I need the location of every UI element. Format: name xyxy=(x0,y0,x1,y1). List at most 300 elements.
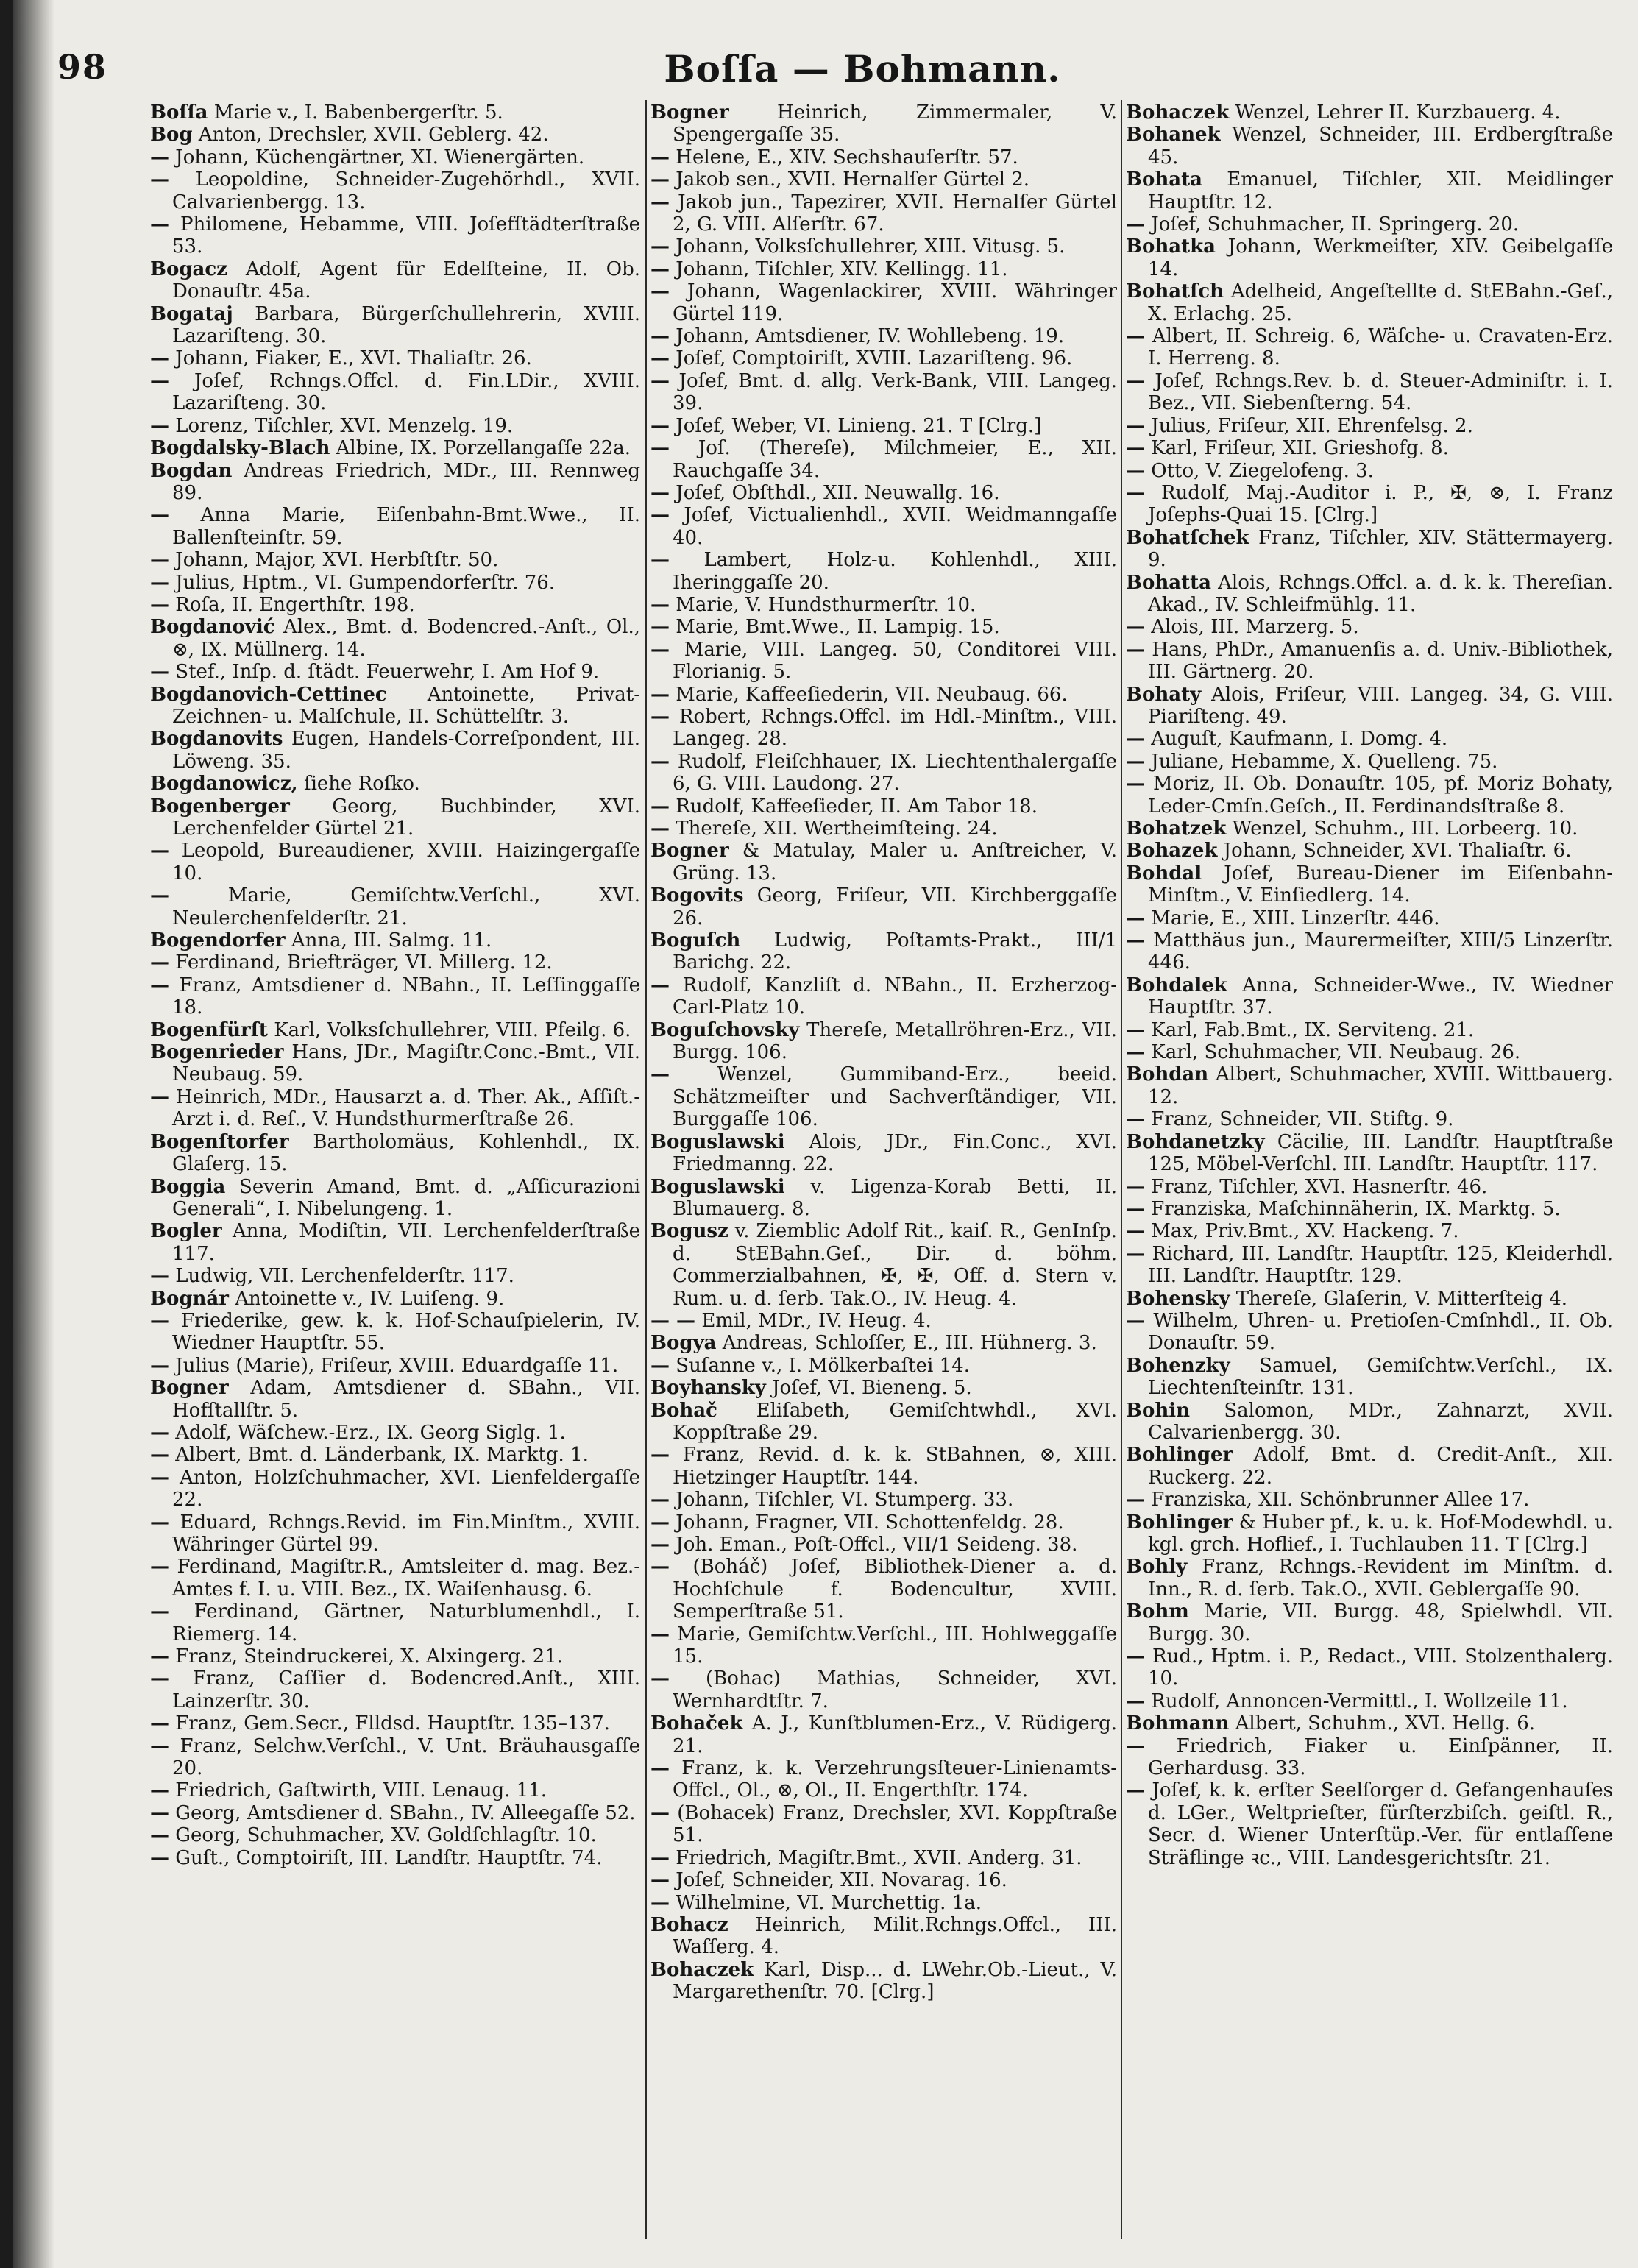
entry-details: Jakob jun., Tapezirer, XVII. Hernalſer Gürtel 2, G. VIII. Alſerſtr. 67. xyxy=(673,191,1117,236)
entry-surname: — xyxy=(1126,481,1145,504)
entry-details: Johann, Küchengärtner, XI. Wienergärten. xyxy=(175,146,585,169)
entry-surname: — xyxy=(650,1891,670,1914)
directory-entry xyxy=(650,1019,1117,1064)
entry-surname: Bog xyxy=(150,124,193,146)
entry-details: Wenzel, Schuhm., III. Lorbeerg. 10. xyxy=(1232,818,1578,840)
entry-surname: — xyxy=(150,146,169,169)
entry-details: Max, Priv.Bmt., XV. Hackeng. 7. xyxy=(1151,1220,1459,1243)
directory-entry xyxy=(150,1041,640,1086)
directory-entry xyxy=(650,929,1117,974)
directory-entry xyxy=(150,1355,640,1377)
entry-surname: Bohač xyxy=(650,1399,717,1422)
entry-surname: Bohatſchek xyxy=(1126,526,1249,549)
entry-details: A. J., Kunſtblumen-Erz., V. Rüdigerg. 21. xyxy=(673,1712,1117,1757)
entry-details: Ferdinand, Gärtner, Naturblumenhdl., I. Riemerg. 14. xyxy=(172,1601,640,1645)
entry-details: Guſt., Comptoiriſt, III. Landſtr. Hauptſtr. 74. xyxy=(175,1846,603,1869)
directory-entry xyxy=(150,1265,640,1287)
entry-details: Ludwig, Poſtamts-Prakt., III/1 Barichg. 22. xyxy=(673,929,1117,974)
directory-entry xyxy=(150,1556,640,1601)
directory-entry xyxy=(150,1086,640,1131)
entry-surname: — xyxy=(150,369,169,392)
directory-entry xyxy=(150,1735,640,1780)
entry-surname: — xyxy=(150,974,169,996)
entry-surname: — xyxy=(1126,907,1145,929)
directory-entry xyxy=(150,1019,640,1041)
page-number: 98 xyxy=(57,47,108,87)
directory-entry xyxy=(650,146,1117,169)
entry-surname: Bohin xyxy=(1126,1399,1191,1422)
entry-details: Anton, Drechsler, XVII. Geblerg. 42. xyxy=(198,124,549,146)
entry-surname: Bogenberger xyxy=(150,795,290,818)
entry-details: Marie, Gemiſchtw.Verſchl., XVI. Neulerchenfelderſtr. 21. xyxy=(172,885,640,929)
directory-entry xyxy=(1126,1019,1613,1041)
directory-entry xyxy=(650,974,1117,1019)
entry-surname: — xyxy=(150,1444,169,1467)
directory-entry xyxy=(1126,482,1613,527)
directory-entry xyxy=(1126,974,1613,1019)
entry-details: Alois, Rchngs.Offcl. a. d. k. k. Thereſian. Akad., IV. Schleifmühlg. 11. xyxy=(1148,571,1613,616)
directory-entry xyxy=(650,1847,1117,1869)
directory-entry xyxy=(650,235,1117,258)
directory-entry xyxy=(150,616,640,661)
entry-surname: — xyxy=(650,1668,670,1690)
directory-entry xyxy=(150,1422,640,1444)
entry-details: Marie, Bmt.Wwe., II. Lampig. 15. xyxy=(676,616,1000,639)
entry-details: Thereſe, Glaſerin, V. Mitterſteig 4. xyxy=(1235,1287,1568,1310)
entry-surname: — xyxy=(150,504,169,527)
entry-surname: — xyxy=(1126,1197,1145,1220)
entry-surname: — xyxy=(1126,414,1145,437)
directory-entry xyxy=(150,594,640,616)
directory-entry xyxy=(1126,862,1613,907)
directory-entry xyxy=(1126,1489,1613,1511)
entry-surname: Boggia xyxy=(150,1175,226,1198)
entry-surname: Bohatzek xyxy=(1126,818,1227,840)
entry-details: Barbara, Bürgerſchullehrerin, XVIII. Lazariſteng. 30. xyxy=(172,302,640,348)
entry-surname: Bohatta xyxy=(1126,571,1211,594)
entry-details: Rudolf, Kaffeeſieder, II. Am Tabor 18. xyxy=(676,795,1038,818)
entry-surname: — xyxy=(650,1846,670,1869)
directory-entry xyxy=(650,1959,1117,2004)
entry-surname: — xyxy=(1126,728,1145,751)
entry-details: Leopoldine, Schneider-Zugehörhdl., XVII. Calvarienbergg. 13. xyxy=(172,169,640,213)
directory-entry xyxy=(150,840,640,885)
entry-surname: — xyxy=(1126,369,1145,392)
directory-entry xyxy=(150,169,640,213)
directory-entry xyxy=(1126,325,1613,370)
directory-entry xyxy=(1126,1310,1613,1355)
entry-surname: — xyxy=(1126,1018,1145,1041)
running-head: Boſſa — Bohmann. xyxy=(664,47,1061,91)
directory-entry xyxy=(1126,639,1613,684)
entry-details: Marie, E., XIII. Linzerſtr. 446. xyxy=(1151,907,1440,929)
entry-surname: — xyxy=(150,593,169,616)
directory-entry xyxy=(650,504,1117,549)
entry-surname: — xyxy=(650,1556,670,1578)
entry-surname: Bogataj xyxy=(150,302,233,325)
entry-surname: Bohm xyxy=(1126,1601,1189,1623)
entry-surname: — xyxy=(1126,1734,1145,1757)
entry-details: Moriz, II. Ob. Donauſtr. 105, pf. Moriz Bohaty, Leder-Cmſn.Geſch., II. Ferdinandsſtraße 8. xyxy=(1148,773,1613,818)
directory-entry xyxy=(150,1512,640,1556)
directory-entry xyxy=(650,1220,1117,1310)
directory-entry xyxy=(150,370,640,415)
entry-surname: — xyxy=(1126,1242,1145,1265)
entry-details: Karl, Volksſchullehrer, VIII. Pfeilg. 6. xyxy=(274,1018,631,1041)
directory-entry xyxy=(1126,728,1613,750)
directory-entry xyxy=(150,1668,640,1712)
entry-details: Julius (Marie), Friſeur, XVIII. Eduardgaſſe 11. xyxy=(175,1354,619,1377)
entry-details: Otto, V. Ziegelofeng. 3. xyxy=(1151,459,1374,482)
entry-surname: Bohmann xyxy=(1126,1712,1230,1735)
entry-details: Andreas, Schloſſer, E., III. Hühnerg. 3. xyxy=(722,1332,1097,1355)
directory-entry xyxy=(1126,616,1613,638)
directory-entry xyxy=(150,437,640,459)
entry-details: Richard, III. Landſtr. Hauptſtr. 125, Kleiderhdl. III. Landſtr. Hauptſtr. 129. xyxy=(1148,1242,1613,1288)
directory-entry xyxy=(1126,1041,1613,1063)
directory-entry xyxy=(150,347,640,369)
directory-entry xyxy=(1126,370,1613,415)
entry-details: Karl, Friſeur, XII. Grieshofg. 8. xyxy=(1151,437,1449,460)
entry-surname: — xyxy=(650,1444,670,1467)
directory-entry xyxy=(650,1712,1117,1757)
entry-surname: — xyxy=(650,481,670,504)
directory-entry xyxy=(150,124,640,146)
entry-details: Joſef, Obſthdl., XII. Neuwallg. 16. xyxy=(676,481,1000,504)
entry-details: Joſef, Schneider, XII. Novarag. 16. xyxy=(676,1869,1007,1892)
entry-details: Hans, JDr., Magiſtr.Conc.-Bmt., VII. Neubaug. 59. xyxy=(172,1041,640,1086)
column-left xyxy=(150,102,640,2242)
directory-entry xyxy=(1126,1779,1613,1869)
entry-surname: — xyxy=(150,1309,169,1332)
directory-entry xyxy=(150,1645,640,1668)
entry-surname: — xyxy=(1126,1175,1145,1198)
entry-surname: — xyxy=(1126,773,1145,795)
entry-details: Friedrich, Fiaker u. Einſpänner, II. Gerhardusg. 33. xyxy=(1148,1734,1613,1780)
entry-details: Joſef, Bmt. d. allg. Verk-Bank, VIII. Langeg. 39. xyxy=(673,369,1117,415)
entry-surname: — xyxy=(650,1063,670,1086)
directory-entry xyxy=(650,1802,1117,1847)
entry-surname: — xyxy=(650,818,670,840)
directory-entry xyxy=(1126,1556,1613,1601)
entry-surname: — xyxy=(150,1846,169,1869)
directory-entry xyxy=(1126,1220,1613,1242)
entry-surname: Boſſa xyxy=(150,102,208,124)
entry-surname: — xyxy=(150,571,169,594)
directory-entry xyxy=(1126,437,1613,459)
entry-surname: — xyxy=(650,146,670,169)
entry-details: Johann, Amtsdiener, IV. Wohllebeng. 19. xyxy=(676,325,1065,348)
entry-details: Marie, VIII. Langeg. 50, Conditorei VIII. Florianig. 5. xyxy=(673,638,1117,684)
entry-details: Antoinette, Privat-Zeichnen- u. Malſchule, II. Schüttelſtr. 3. xyxy=(172,683,640,728)
entry-surname: — xyxy=(650,795,670,818)
entry-details: Hans, PhDr., Amanuenſis a. d. Univ.-Bibliothek, III. Gärtnerg. 20. xyxy=(1148,638,1613,684)
directory-entry xyxy=(150,1824,640,1846)
entry-details: Anna, Modiſtin, VII. Lerchenfelderſtraße 117. xyxy=(172,1220,640,1265)
directory-entry xyxy=(650,840,1117,885)
directory-entry xyxy=(650,1400,1117,1445)
directory-entry xyxy=(650,325,1117,347)
directory-entry xyxy=(150,1310,640,1355)
directory-entry xyxy=(1126,280,1613,325)
entry-details: Joſef, Victualienhdl., XVII. Weidmanngaſſe 40. xyxy=(673,504,1117,549)
directory-entry xyxy=(650,1444,1117,1489)
entry-details: Johann, Werkmeiſter, XIV. Geibelgaſſe 14. xyxy=(1148,235,1613,280)
entry-details: Severin Amand, Bmt. d. „Aſſicurazioni Generali“, I. Nibelungeng. 1. xyxy=(172,1175,640,1220)
entry-details: Albert, II. Schreig. 6, Wäſche- u. Cravaten-Erz. I. Herreng. 8. xyxy=(1148,325,1613,370)
entry-details: Karl, Fab.Bmt., IX. Serviteng. 21. xyxy=(1151,1018,1475,1041)
entry-surname: — xyxy=(650,1623,670,1645)
directory-entry xyxy=(1126,751,1613,773)
entry-details: Auguſt, Kaufmann, I. Domg. 4. xyxy=(1151,728,1448,751)
entry-surname: Bogya xyxy=(650,1332,717,1355)
entry-details: Helene, E., XIV. Sechshauſerſtr. 57. xyxy=(676,146,1018,169)
entry-details: Marie, Kaffeeſiederin, VII. Neubaug. 66. xyxy=(676,683,1068,706)
entry-surname: — xyxy=(150,1085,169,1108)
directory-entry xyxy=(650,1914,1117,1959)
entry-details: Eliſabeth, Gemiſchtwhdl., XVI. Koppſtraße 29. xyxy=(673,1399,1117,1444)
entry-details: Joſef, Weber, VI. Linieng. 21. T [Clrg.] xyxy=(676,414,1042,437)
entry-details: Albert, Schuhm., XVI. Hellg. 6. xyxy=(1235,1712,1535,1735)
directory-entry xyxy=(1126,840,1613,862)
entry-surname: — xyxy=(1126,213,1145,236)
directory-entry xyxy=(650,1534,1117,1556)
directory-entry xyxy=(1126,1288,1613,1310)
entry-surname: — xyxy=(1126,638,1145,661)
directory-entry xyxy=(650,818,1117,840)
entry-surname: Bogenſtorfer xyxy=(150,1130,289,1153)
directory-entry xyxy=(1126,235,1613,280)
entry-details: Karl, Schuhmacher, VII. Neubaug. 26. xyxy=(1151,1041,1521,1064)
entry-surname: Bogdanović xyxy=(150,616,275,639)
directory-entry xyxy=(150,1779,640,1801)
entry-details: Heinrich, MDr., Hausarzt a. d. Ther. Ak., Aſſiſt.-Arzt i. d. Reſ., V. Hundsthurmerſtraße 26. xyxy=(172,1085,640,1131)
entry-details: Wenzel, Lehrer II. Kurzbauerg. 4. xyxy=(1235,102,1561,124)
entry-details: Wilhelmine, VI. Murchettig. 1a. xyxy=(676,1891,982,1914)
entry-surname: Bogner xyxy=(650,840,729,862)
entry-surname: — xyxy=(1126,750,1145,773)
directory-entry xyxy=(650,1556,1117,1623)
entry-surname: Bohdan xyxy=(1126,1063,1209,1086)
entry-details: Roſa, II. Engerthſtr. 198. xyxy=(175,593,415,616)
directory-entry xyxy=(1126,1355,1613,1400)
entry-details: Franz, Amtsdiener d. NBahn., II. Leſſinggaſſe 18. xyxy=(172,974,640,1019)
entry-details: Antoinette v., IV. Luiſeng. 9. xyxy=(235,1287,505,1310)
directory-entry xyxy=(650,706,1117,751)
directory-entry xyxy=(650,1892,1117,1914)
page-header xyxy=(131,43,1594,94)
directory-entry xyxy=(650,1355,1117,1377)
entry-details: Wilhelm, Uhren- u. Pretioſen-Cmſnhdl., II. Ob. Donauſtr. 59. xyxy=(1148,1309,1613,1355)
entry-details: Friedrich, Gaſtwirth, VIII. Lenaug. 11. xyxy=(175,1779,547,1802)
directory-entry xyxy=(650,594,1117,616)
directory-entry xyxy=(150,929,640,952)
entry-details: Marie, Gemiſchtw.Verſchl., III. Hohlweggaſſe 15. xyxy=(673,1623,1117,1668)
entry-details: Joh. Eman., Poſt-Offcl., VII/1 Seideng. 38. xyxy=(676,1534,1078,1556)
column-right xyxy=(1126,102,1613,2242)
entry-surname: — xyxy=(650,1534,670,1556)
entry-details: Johann, Tiſchler, VI. Stumperg. 33. xyxy=(676,1489,1014,1512)
entry-details: Adolf, Bmt. d. Credit-Anſt., XII. Ruckerg. 22. xyxy=(1148,1444,1613,1489)
entry-surname: — xyxy=(150,549,169,572)
entry-details: Bartholomäus, Kohlenhdl., IX. Glaſerg. 15. xyxy=(172,1130,640,1176)
entry-surname: Boyhansky xyxy=(650,1377,766,1400)
directory-page xyxy=(13,0,1638,2268)
entry-surname: Bohata xyxy=(1126,169,1202,191)
directory-entry xyxy=(150,460,640,505)
entry-surname: — xyxy=(1126,616,1145,639)
entry-surname: Bohaczek xyxy=(1126,102,1230,124)
entry-details: Emil, MDr., IV. Heug. 4. xyxy=(701,1309,932,1332)
entry-details: Rudolf, Annoncen-Vermittl., I. Wollzeile 11. xyxy=(1151,1690,1568,1712)
entry-surname: — xyxy=(150,952,169,974)
entry-surname: — xyxy=(150,414,169,437)
entry-surname: Bohly xyxy=(1126,1556,1188,1578)
directory-entry xyxy=(150,1444,640,1466)
directory-entry xyxy=(1126,684,1613,729)
entry-details: Joſef, Bureau-Diener im Eiſenbahn-Minſtm., V. Einſiedlerg. 14. xyxy=(1148,862,1613,907)
entry-details: Adelheid, Angeſtellte d. StEBahn.-Geſ., X. Erlachg. 25. xyxy=(1148,280,1613,325)
directory-entry xyxy=(150,1220,640,1265)
entry-details: Joſef, Rchngs.Offcl. d. Fin.LDir., XVIII. Lazariſteng. 30. xyxy=(172,369,640,415)
entry-surname: — xyxy=(650,1757,670,1780)
directory-entry xyxy=(1126,102,1613,124)
entry-details: Rudolf, Fleiſchhauer, IX. Liechtenthalergaſſe 6, G. VIII. Laudong. 27. xyxy=(673,750,1117,795)
directory-entry xyxy=(150,952,640,974)
entry-surname: — xyxy=(650,280,670,303)
entry-surname: Bohaček xyxy=(650,1712,743,1735)
entry-details: Jakob sen., XVII. Hernalſer Gürtel 2. xyxy=(676,169,1030,191)
entry-details: Julius, Hptm., VI. Gumpendorferſtr. 76. xyxy=(175,571,556,594)
entry-surname: — xyxy=(150,1645,169,1668)
entry-surname: — xyxy=(150,347,169,370)
entry-surname: — xyxy=(150,213,169,236)
directory-entry xyxy=(1126,773,1613,818)
entry-details: Rudolf, Kanzliſt d. NBahn., II. Erzherzog-Carl-Platz 10. xyxy=(673,974,1117,1019)
entry-surname: — xyxy=(1126,1489,1145,1512)
directory-entry xyxy=(150,1712,640,1734)
directory-entry xyxy=(150,728,640,773)
directory-entry xyxy=(150,1601,640,1645)
directory-entry xyxy=(650,370,1117,415)
directory-entry xyxy=(1126,1645,1613,1690)
directory-entry xyxy=(650,795,1117,818)
entry-surname: Bogdanovich-Cettinec xyxy=(150,683,387,706)
directory-entry xyxy=(150,1176,640,1221)
entry-details: Marie v., I. Babenbergerſtr. 5. xyxy=(213,102,503,124)
entry-surname: Bohazek xyxy=(1126,840,1218,862)
entry-details: Georg, Schuhmacher, XV. Goldſchlagſtr. 10. xyxy=(175,1824,597,1847)
directory-entry xyxy=(650,258,1117,280)
directory-entry xyxy=(650,169,1117,191)
entry-surname: — xyxy=(150,1421,169,1444)
entry-surname: Boguslawski xyxy=(650,1130,785,1153)
directory-entry xyxy=(1126,415,1613,437)
entry-surname: Bohaty xyxy=(1126,683,1202,706)
entry-surname: — xyxy=(150,661,169,684)
entry-surname: — xyxy=(150,1511,169,1534)
entry-details: & Huber pf., k. u. k. Hof-Modewhdl. u. kgl. grch. Hoflief., I. Tuchlauben 11. T [Clrg.] xyxy=(1148,1511,1613,1556)
entry-details: Albine, IX. Porzellangaſſe 22a. xyxy=(336,437,631,460)
entry-details: Franz, Rchngs.-Revident im Minſtm. d. Inn., R. d. ſerb. Tak.O., XVII. Geblergaſſe 90. xyxy=(1148,1556,1613,1601)
entry-surname: — xyxy=(650,1354,670,1377)
entry-details: Emanuel, Tiſchler, XII. Meidlinger Hauptſtr. 12. xyxy=(1148,169,1613,213)
directory-entry xyxy=(150,213,640,258)
column-rule xyxy=(645,100,647,2239)
entry-surname: Bogner xyxy=(150,1377,229,1400)
entry-surname: — xyxy=(1126,1779,1145,1802)
entry-surname: — xyxy=(150,1556,169,1578)
entry-details: Ferdinand, Magiſtr.R., Amtsleiter d. mag. Bez.-Amtes f. I. u. VIII. Bez., IX. Waiſenhausg. 6. xyxy=(172,1556,640,1601)
directory-entry xyxy=(650,549,1117,594)
entry-details: Johann, Fiaker, E., XVI. Thaliaſtr. 26. xyxy=(175,347,532,370)
directory-entry xyxy=(1126,1176,1613,1198)
entry-surname: Bohaczek xyxy=(650,1958,754,1981)
directory-entry xyxy=(650,1332,1117,1354)
entry-details: Johann, Tiſchler, XIV. Kellingg. 11. xyxy=(676,258,1008,280)
entry-surname: — xyxy=(150,1601,169,1623)
entry-details: Alois, Friſeur, VIII. Langeg. 34, G. VIII. Piariſteng. 49. xyxy=(1148,683,1613,728)
directory-entry xyxy=(650,751,1117,795)
entry-details: Albert, Schuhmacher, XVIII. Wittbauerg. 12. xyxy=(1148,1063,1613,1108)
directory-entry xyxy=(1126,1108,1613,1130)
directory-entry xyxy=(1126,1690,1613,1712)
directory-entry xyxy=(150,795,640,840)
entry-surname: Bohlinger xyxy=(1126,1511,1233,1534)
directory-entry xyxy=(150,1131,640,1176)
entry-details: Salomon, MDr., Zahnarzt, XVII. Calvarienbergg. 30. xyxy=(1148,1399,1613,1444)
directory-entry xyxy=(1126,460,1613,482)
entry-details: Heinrich, Milit.Rchngs.Offcl., III. Waſſerg. 4. xyxy=(673,1913,1117,1959)
entry-surname: Bogler xyxy=(150,1220,222,1243)
directory-entry xyxy=(150,549,640,571)
directory-entry xyxy=(150,1288,640,1310)
entry-surname: — xyxy=(650,325,670,348)
entry-details: Joſef, Comptoiriſt, XVIII. Lazariſteng. 96. xyxy=(676,347,1073,370)
entry-surname: — xyxy=(1126,1041,1145,1064)
directory-entry xyxy=(650,347,1117,369)
entry-details: Wenzel, Gummiband-Erz., beeid. Schätzmeiſter und Sachverſtändiger, VII. Burggaſſe 106. xyxy=(673,1063,1117,1131)
entry-details: Juliane, Hebamme, X. Quelleng. 75. xyxy=(1151,750,1498,773)
entry-details: v. Ziemblic Adolf Rit., kaiſ. R., GenInſp. d. StEBahn.Geſ., Dir. d. böhm. Commerzialbahnen, ✠, ✠, Off. d. Stern v. Rum. u. d. ſerb. Tak.O., IV. Heug. 4. xyxy=(673,1220,1117,1310)
directory-entry xyxy=(650,1310,1117,1332)
directory-entry xyxy=(650,280,1117,325)
directory-entry xyxy=(650,1131,1117,1176)
entry-surname: — xyxy=(150,1801,169,1824)
entry-details: Eduard, Rchngs.Revid. im Fin.Minſtm., XVIII. Währinger Gürtel 99. xyxy=(172,1511,640,1556)
directory-entry xyxy=(150,1847,640,1869)
entry-details: Johann, Wagenlackirer, XVIII. Währinger Gürtel 119. xyxy=(673,280,1117,325)
entry-details: Franz, Tiſchler, XIV. Stättermayerg. 9. xyxy=(1148,526,1613,572)
entry-surname: Bohenzky xyxy=(1126,1354,1230,1377)
directory-entry xyxy=(150,661,640,683)
entry-surname: — xyxy=(150,1668,169,1690)
entry-surname: Bogdalsky-Blach xyxy=(150,437,330,460)
entry-details: Franz, Schneider, VII. Stiftg. 9. xyxy=(1151,1108,1454,1131)
entry-surname: — — xyxy=(650,1309,696,1332)
entry-surname: Bogacz xyxy=(150,258,227,280)
entry-details: & Matulay, Maler u. Anſtreicher, V. Grüng. 13. xyxy=(673,840,1117,885)
directory-entry xyxy=(650,616,1117,638)
entry-surname: — xyxy=(150,1265,169,1288)
entry-details: v. Ligenza-Korab Betti, II. Blumauerg. 8. xyxy=(673,1175,1117,1220)
entry-details: Joſef, Schuhmacher, II. Springerg. 20. xyxy=(1151,213,1520,236)
entry-surname: — xyxy=(650,1511,670,1534)
entry-surname: Bogendorfer xyxy=(150,929,286,952)
directory-entry xyxy=(650,639,1117,684)
entry-surname: — xyxy=(1126,325,1145,348)
entry-details: Rud., Hptm. i. P., Redact., VIII. Stolzenthalerg. 10. xyxy=(1148,1645,1613,1690)
